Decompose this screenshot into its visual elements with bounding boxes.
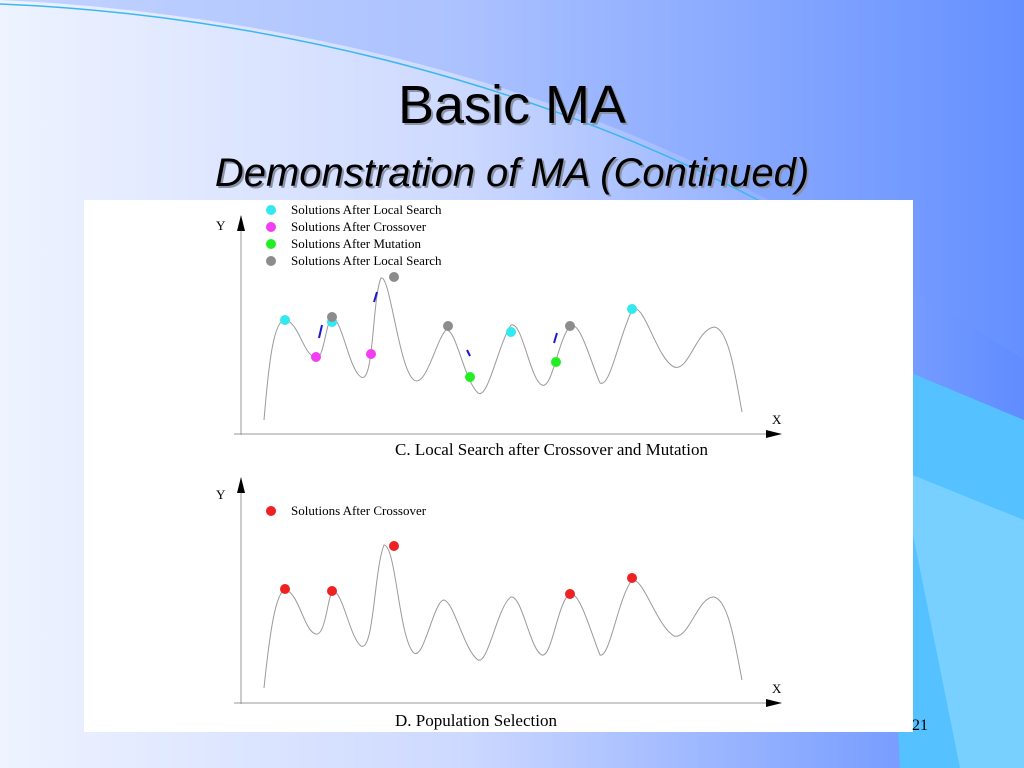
ma-figure bbox=[84, 200, 913, 732]
local-search-result-marker bbox=[443, 321, 453, 331]
local-search-solution-marker bbox=[280, 315, 290, 325]
crossover-solution-marker bbox=[311, 352, 321, 362]
panel-d-legend bbox=[266, 503, 427, 518]
selected-solution-marker bbox=[327, 586, 337, 596]
panel-d-caption: D. Population Selection bbox=[395, 711, 557, 730]
legend-label: Solutions After Mutation bbox=[291, 236, 421, 251]
crossover-solution-marker bbox=[366, 349, 376, 359]
slide-subtitle: Demonstration of MA (Continued) bbox=[214, 151, 810, 195]
legend-label: Solutions After Local Search bbox=[291, 202, 442, 217]
selected-solution-marker bbox=[627, 573, 637, 583]
panel-c-caption: C. Local Search after Crossover and Mutation bbox=[395, 440, 708, 459]
panel-c-y-label: Y bbox=[216, 218, 226, 233]
local-search-solution-marker bbox=[627, 304, 637, 314]
legend-marker-local_search_after bbox=[266, 256, 276, 266]
selected-solution-marker bbox=[280, 584, 290, 594]
local-search-result-marker bbox=[327, 312, 337, 322]
legend-label: Solutions After Local Search bbox=[291, 253, 442, 268]
legend-marker-crossover bbox=[266, 222, 276, 232]
legend-marker-population_selection bbox=[266, 506, 276, 516]
figure-panel bbox=[84, 200, 913, 732]
panel-d-markers bbox=[280, 541, 637, 599]
panel-c-legend bbox=[266, 202, 442, 268]
slide-title: Basic MA bbox=[397, 75, 627, 135]
selected-solution-marker bbox=[565, 589, 575, 599]
local-search-result-marker bbox=[565, 321, 575, 331]
legend-label: Solutions After Crossover bbox=[291, 219, 427, 234]
legend-label: Solutions After Crossover bbox=[291, 503, 427, 518]
search-direction-arrow bbox=[554, 333, 557, 343]
mutation-solution-marker bbox=[551, 357, 561, 367]
mutation-solution-marker bbox=[465, 372, 475, 382]
local-search-solution-marker bbox=[506, 327, 516, 337]
selected-solution-marker bbox=[389, 541, 399, 551]
page-number: 21 bbox=[912, 717, 928, 734]
panel-d bbox=[216, 478, 782, 730]
panel-c-fitness-curve bbox=[264, 278, 742, 420]
local-search-result-marker bbox=[389, 272, 399, 282]
panel-c bbox=[216, 202, 782, 459]
panel-c-markers bbox=[280, 272, 637, 382]
panel-c-x-label: X bbox=[772, 412, 782, 427]
legend-marker-local_search_initial bbox=[266, 205, 276, 215]
panel-d-y-label: Y bbox=[216, 487, 226, 502]
panel-d-fitness-curve bbox=[264, 545, 742, 688]
search-direction-arrow bbox=[319, 325, 322, 338]
search-direction-arrow bbox=[467, 350, 470, 356]
panel-d-x-label: X bbox=[772, 681, 782, 696]
legend-marker-mutation bbox=[266, 239, 276, 249]
